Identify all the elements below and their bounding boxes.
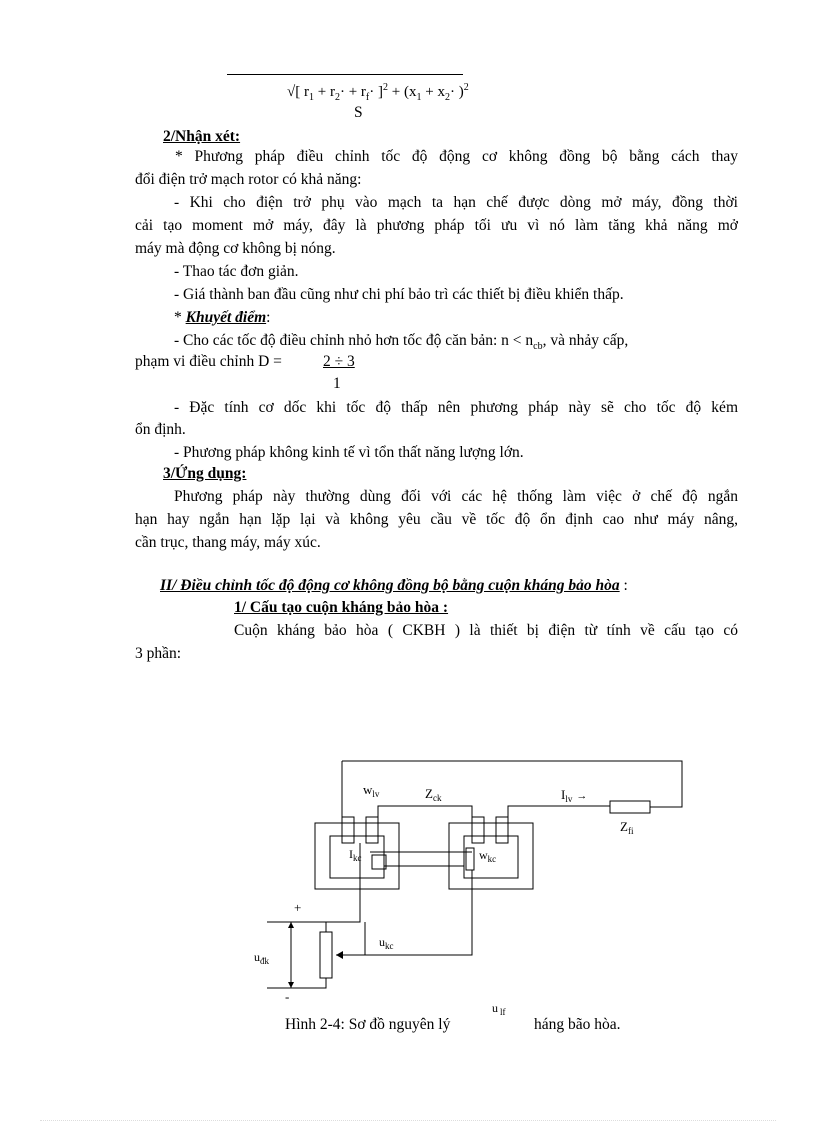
svg-text:wkc: $w_{kc}$ [479, 848, 497, 864]
section-II-heading: II/ Điều chỉnh tốc độ động cơ không đồng bộ bằng cuộn kháng bảo hòa : [160, 577, 628, 594]
intro-line-2: đổi điện trở mạch rotor có khả năng: [135, 171, 362, 188]
svg-text:uđk: $u_{đk}$ [254, 950, 269, 966]
range-denominator: 1 [333, 375, 341, 392]
disadvantage-2-line-2: ổn định. [135, 421, 186, 438]
svg-text:+: + [294, 900, 302, 915]
advantage-1-line-1: - Khi cho điện trở phụ vào mạch ta hạn chế được dòng mở máy, đồng thời [174, 194, 738, 211]
section-II-line-1: Cuộn kháng bảo hòa ( CKBH ) là thiết bị điện từ tính về cấu tạo có [234, 622, 738, 639]
section-2-heading: 2/Nhận xét: [163, 128, 241, 145]
disadvantage-1-line-2: phạm vi điều chỉnh D = [135, 353, 282, 370]
application-line-2: hạn hay ngắn hạn lặp lại và không yêu cầu về tốc độ ổn định cao như máy nâng, [135, 511, 738, 528]
figure-caption-part-1: Hình 2-4: Sơ đồ nguyên lý [285, 1016, 451, 1033]
control-wire-left [267, 843, 360, 922]
formula-denominator: S [354, 104, 363, 121]
right-control-tab [466, 848, 474, 870]
right-winding-2 [496, 817, 508, 843]
right-winding-1 [472, 817, 484, 843]
svg-text:-: - [285, 989, 290, 1004]
advantage-1-line-2: cải tạo moment mở máy, đây là phương pháp tối ưu vì nó làm tăng khả năng mở [135, 217, 738, 234]
z-ck-wire [508, 806, 610, 817]
potentiometer [320, 932, 332, 978]
disadvantage-1-line-1: - Cho các tốc độ điều chỉnh nhỏ hơn tốc độ căn bản: $n < n_{cb}$, và nhảy cấp, [174, 332, 629, 353]
svg-text:Ilv→: $I_{lv}$ → [561, 787, 588, 804]
potentiometer-bottom-wire [267, 978, 326, 988]
advantage-2: - Thao tác đơn giản. [174, 263, 299, 280]
disadvantage-3: - Phương pháp không kinh tế vì tổn thất năng lượng lớn. [174, 444, 524, 461]
svg-text:ukc: $u_{kc}$ [379, 935, 394, 951]
page-bottom-border [40, 1120, 776, 1121]
figure-caption-part-2: háng bão hòa. [534, 1016, 621, 1033]
section-3-heading: 3/Ứng dụng: [163, 465, 247, 482]
section-II-subheading: 1/ Cấu tạo cuộn kháng bảo hòa : [234, 599, 449, 616]
application-line-1: Phương pháp này thường dùng đối với các hệ thống làm việc ở chế độ ngắn [174, 488, 738, 505]
advantage-3: - Giá thành ban đầu cũng như chi phí bảo trì các thiết bị điều khiển thấp. [174, 286, 624, 303]
range-numerator: 2 ÷ 3 [323, 353, 355, 370]
disadvantage-heading: * Khuyết điểm: [174, 309, 271, 326]
svg-text:Zck: $Z_{ck}$ [425, 786, 442, 803]
application-line-3: cần trục, thang máy, máy xúc. [135, 534, 321, 551]
left-winding-2 [366, 817, 378, 843]
disadvantage-2-line-1: - Đặc tính cơ dốc khi tốc độ thấp nên phương pháp này sẽ cho tốc độ kém [174, 399, 738, 416]
svg-text:wlv: $w_{lv}$ [363, 782, 380, 799]
svg-text:ulf: u $_{lf}$ [492, 1001, 506, 1017]
resistor-z-fi [610, 801, 650, 813]
formula-numerator: √[ $r_1 + r_2\cdot + r_f\cdot ]^2 + (x_1 + x_2\cdot )^2$ [287, 82, 469, 103]
advantage-1-line-3: máy mà động cơ không bị nóng. [135, 240, 336, 257]
svg-text:Ikc: $I_{kc}$ [349, 847, 362, 863]
left-winding-1 [342, 817, 354, 843]
top-wire [342, 761, 682, 807]
svg-text:Zfi: $Z_{fi}$ [620, 819, 634, 836]
work-link-wire [378, 806, 472, 817]
section-II-line-2: 3 phần: [135, 645, 182, 662]
intro-line-1: * Phương pháp điều chỉnh tốc độ động cơ không đồng bộ bằng cách thay [175, 148, 738, 165]
control-wire-right [336, 870, 472, 955]
